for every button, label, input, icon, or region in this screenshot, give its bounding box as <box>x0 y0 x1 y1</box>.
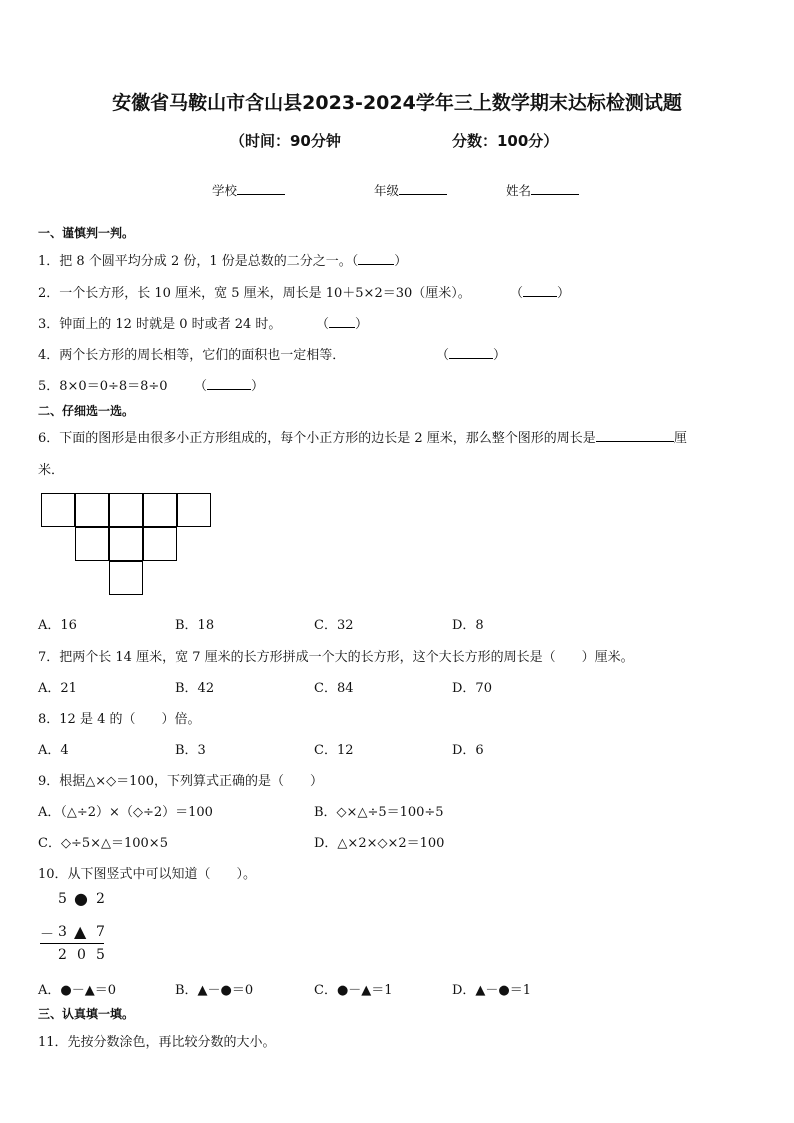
q5-answer-blank[interactable] <box>207 377 251 390</box>
q10-option-c[interactable]: C．●－▲＝1 <box>314 983 393 998</box>
section2-heading: 二、仔细选一选。 <box>38 404 135 418</box>
q6-option-c[interactable]: C．32 <box>314 618 354 633</box>
q7-option-c[interactable]: C．84 <box>314 681 354 696</box>
q4-answer-blank[interactable] <box>449 346 493 359</box>
question-10: 10．从下图竖式中可以知道（ ）。 <box>38 867 257 882</box>
school-field: 学校 <box>212 181 285 199</box>
square-cell <box>177 493 211 527</box>
q10-option-d[interactable]: D．▲－●＝1 <box>452 983 532 998</box>
q3-answer: （ ） <box>316 317 369 332</box>
q7-option-a[interactable]: A．21 <box>38 681 77 696</box>
question-9: 9．根据△×◇＝100，下列算式正确的是（ ） <box>38 774 323 789</box>
question-1: 1．把 8 个圆平均分成 2 份，1 份是总数的二分之一。（ ） <box>38 254 408 269</box>
q3-answer-blank[interactable] <box>329 315 355 328</box>
square-cell <box>75 527 109 561</box>
question-11: 11．先按分数涂色，再比较分数的大小。 <box>38 1035 276 1050</box>
q8-option-d[interactable]: D．6 <box>452 743 484 758</box>
square-cell <box>143 493 177 527</box>
q2-answer: （ ） <box>510 286 571 301</box>
q6-option-a[interactable]: A．16 <box>38 618 77 633</box>
grade-field: 年级 <box>374 181 447 199</box>
q9-option-a[interactable]: A．（△÷2）×（◇÷2）＝100 <box>38 805 213 820</box>
question-5: 5．8×0＝0÷8＝8÷0 <box>38 379 168 394</box>
question-2: 2．一个长方形，长 10 厘米，宽 5 厘米，周长是 10＋5×2＝30（厘米）。 <box>38 286 471 301</box>
q9-option-d[interactable]: D．△×2×◇×2＝100 <box>314 836 445 851</box>
q7-option-b[interactable]: B．42 <box>175 681 215 696</box>
square-cell <box>41 493 75 527</box>
subtraction-line <box>40 943 104 944</box>
square-cell <box>109 561 143 595</box>
q4-answer: （ ） <box>436 348 507 363</box>
q6-option-b[interactable]: B．18 <box>175 618 215 633</box>
q10-option-b[interactable]: B．▲－●＝0 <box>175 983 254 998</box>
q2-answer-blank[interactable] <box>523 284 557 297</box>
square-cell <box>109 493 143 527</box>
question-3: 3．钟面上的 12 时就是 0 时或者 24 时。 <box>38 317 282 332</box>
q6-option-d[interactable]: D．8 <box>452 618 484 633</box>
circle-symbol: ● <box>74 889 88 908</box>
square-cell <box>109 527 143 561</box>
school-blank[interactable] <box>237 182 285 195</box>
grade-blank[interactable] <box>399 182 447 195</box>
q7-option-d[interactable]: D．70 <box>452 681 492 696</box>
q9-option-c[interactable]: C．◇÷5×△＝100×5 <box>38 836 168 851</box>
square-cell <box>75 493 109 527</box>
q6-answer-blank[interactable] <box>596 429 674 442</box>
q8-option-b[interactable]: B．3 <box>175 743 206 758</box>
question-8: 8．12 是 4 的（ ）倍。 <box>38 712 201 727</box>
section1-heading: 一、谨慎判一判。 <box>38 226 135 240</box>
question-7: 7．把两个长 14 厘米，宽 7 厘米的长方形拼成一个大的长方形，这个大长方形的周长是（ ）厘米。 <box>38 650 634 665</box>
question-4: 4．两个长方形的周长相等，它们的面积也一定相等． <box>38 348 346 363</box>
question-6-cont: 米． <box>38 463 65 478</box>
section3-heading: 三、认真填一填。 <box>38 1007 135 1021</box>
q9-option-b[interactable]: B．◇×△÷5＝100÷5 <box>314 805 444 820</box>
page-title: 安徽省马鞍山市含山县2023-2024学年三上数学期末达标检测试题 <box>112 92 682 114</box>
triangle-symbol: ▲ <box>74 922 87 941</box>
q5-answer: （ ） <box>194 379 265 394</box>
name-blank[interactable] <box>531 182 579 195</box>
q8-option-c[interactable]: C．12 <box>314 743 354 758</box>
square-cell <box>143 527 177 561</box>
name-field: 姓名 <box>506 181 579 199</box>
question-6: 6．下面的图形是由很多小正方形组成的，每个小正方形的边长是 2 厘米，那么整个图形的周长是 厘 <box>38 431 687 446</box>
q8-option-a[interactable]: A．4 <box>38 743 69 758</box>
q1-answer-blank[interactable] <box>358 252 394 265</box>
exam-score: 分数：100分） <box>452 132 559 150</box>
q10-option-a[interactable]: A．●－▲＝0 <box>38 983 117 998</box>
exam-time: （时间：90分钟 <box>230 132 341 150</box>
